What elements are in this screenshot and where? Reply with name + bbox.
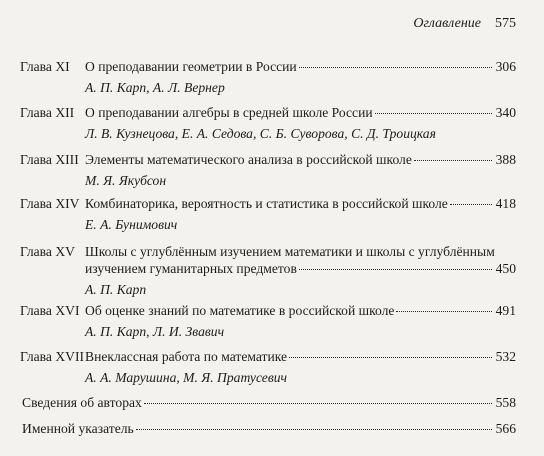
- dot-leader: [375, 113, 492, 114]
- toc-entry: [20, 104, 516, 142]
- chapter-page: 450: [495, 261, 516, 276]
- chapter-number: Глава XV: [20, 244, 75, 259]
- chapter-title: О преподавании геометрии в России: [85, 59, 297, 74]
- toc-entry: [20, 195, 516, 233]
- chapter-number: Глава XIV: [20, 196, 80, 211]
- chapter-authors: А. П. Карп, Л. И. Звавич: [85, 324, 225, 339]
- chapter-number: Глава XII: [20, 105, 75, 120]
- chapter-page: 388: [495, 152, 516, 167]
- section-title-index: Именной указатель: [22, 421, 134, 436]
- chapter-title-continued: изучением гуманитарных предметов: [85, 261, 297, 276]
- chapter-authors: А. А. Марушина, М. Я. Пратусевич: [85, 370, 288, 385]
- chapter-page: 340: [495, 105, 516, 120]
- toc-entry: [20, 243, 516, 298]
- chapter-title: Внеклассная работа по математике: [85, 349, 288, 364]
- chapter-authors: Е. А. Бунимович: [85, 217, 178, 232]
- chapter-title: О преподавании алгебры в средней школе России: [85, 105, 373, 120]
- toc-entry: [20, 151, 516, 189]
- toc-entry-authors-info: [22, 394, 516, 411]
- toc-entry: [20, 348, 516, 386]
- chapter-number: Глава XI: [20, 59, 70, 74]
- dot-leader: [450, 204, 492, 205]
- chapter-authors: А. П. Карп: [85, 282, 147, 297]
- dot-leader: [299, 67, 492, 68]
- chapter-title: Об оценке знаний по математике в российской школе: [85, 303, 395, 318]
- section-title: Оглавление: [413, 16, 481, 31]
- dot-leader: [299, 269, 492, 270]
- chapter-number: Глава XIII: [20, 152, 79, 167]
- running-header: [413, 16, 516, 32]
- section-page: 558: [495, 395, 516, 410]
- chapter-title: Школы с углублённым изучением математики и школы с углублённым: [85, 244, 495, 259]
- section-page: 566: [495, 421, 516, 436]
- chapter-page: 306: [495, 59, 516, 74]
- toc-entry: [20, 302, 516, 340]
- toc-entry: [20, 58, 516, 96]
- chapter-page: 491: [495, 303, 516, 318]
- dot-leader: [414, 160, 492, 161]
- chapter-authors: М. Я. Якубсон: [85, 173, 167, 188]
- toc-entry-name-index: [22, 420, 516, 437]
- dot-leader: [289, 357, 492, 358]
- dot-leader: [136, 429, 492, 430]
- dot-leader: [396, 311, 492, 312]
- chapter-page: 418: [495, 196, 516, 211]
- page-number: 575: [495, 16, 516, 31]
- chapter-authors: Л. В. Кузнецова, Е. А. Седова, С. Б. Суворова, С. Д. Троицкая: [85, 126, 436, 141]
- chapter-title: Элементы математического анализа в российской школе: [85, 152, 412, 167]
- chapter-title: Комбинаторика, вероятность и статистика в российской школе: [85, 196, 448, 211]
- chapter-number: Глава XVII: [20, 349, 85, 364]
- chapter-number: Глава XVI: [20, 303, 80, 318]
- chapter-authors: А. П. Карп, А. Л. Вернер: [85, 80, 225, 95]
- section-title-authors: Сведения об авторах: [22, 395, 142, 410]
- chapter-page: 532: [495, 349, 516, 364]
- dot-leader: [144, 403, 492, 404]
